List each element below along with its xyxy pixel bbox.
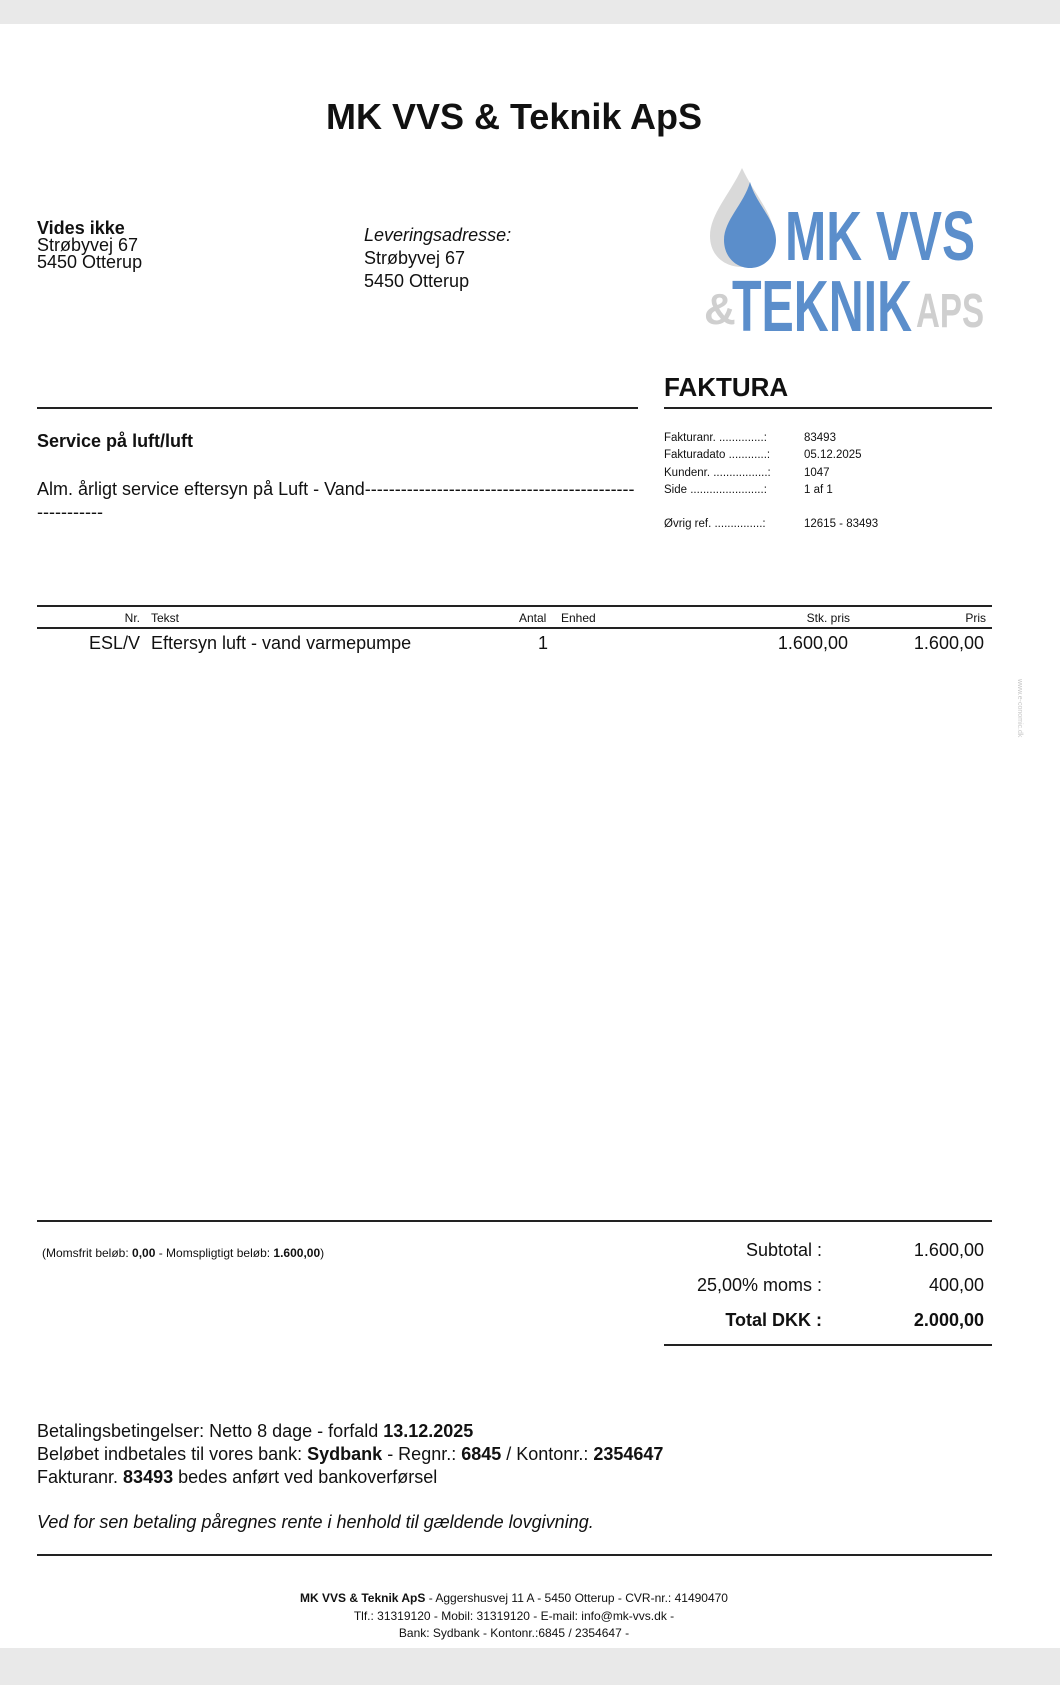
logo-line2: TEKNIK [732, 267, 912, 339]
row-qty: 1 [538, 633, 549, 653]
col-header-unit: Enhed [561, 611, 596, 625]
meta-label: Side .......................: [664, 483, 767, 496]
payment-terms [37, 1420, 663, 1489]
total-value: 2.000,00 [913, 1310, 984, 1330]
late-payment-notice: Ved for sen betaling påregnes rente i henhold til gældende lovgivning. [37, 1512, 594, 1532]
vat-value: 400,00 [928, 1275, 984, 1295]
terms-line-3: Fakturanr. 83493 bedes anført ved bankoverførsel [37, 1467, 438, 1487]
meta-page [664, 482, 878, 499]
col-header-text: Tekst [151, 611, 180, 625]
meta-label: Øvrig ref. ...............: [664, 518, 766, 531]
meta-invoice-no [664, 430, 878, 447]
total-label: Total DKK : [725, 1310, 822, 1330]
header-rule-left [37, 407, 638, 409]
customer-address [37, 220, 142, 271]
row-unit-price: 1.600,00 [777, 633, 848, 653]
header-rule-right [664, 407, 992, 409]
vat-note: (Momsfrit beløb: 0,00 - Momspligtigt beløb: 1.600,00) [42, 1246, 325, 1260]
footer-line-2: Tlf.: 31319120 - Mobil: 31319120 - E-mail: info@mk-vvs.dk - [353, 1608, 675, 1623]
invoice-subject: Service på luft/luft [37, 431, 194, 451]
row-text: Eftersyn luft - vand varmepumpe [151, 633, 412, 653]
footer-line-1: MK VVS & Teknik ApS - Aggershusvej 11 A - 5450 Otterup - CVR-nr.: 41490470 [300, 1591, 728, 1605]
meta-label: Fakturadato ............: [664, 449, 771, 462]
meta-label: Fakturanr. ..............: [664, 432, 767, 444]
document-type: FAKTURA [664, 372, 789, 402]
totals-top-rule [37, 1220, 992, 1222]
meta-other-ref [664, 516, 878, 533]
meta-value: 12615 - 83493 [804, 518, 879, 531]
table-header-rule [37, 627, 992, 629]
company-logo [700, 164, 990, 339]
subtotal-label: Subtotal : [745, 1240, 822, 1260]
footer [0, 1590, 1028, 1643]
footer-rule [37, 1554, 992, 1556]
meta-invoice-date [664, 447, 878, 464]
logo-aps: APS [916, 285, 984, 338]
col-header-nr: Nr. [124, 611, 140, 625]
meta-customer-no [664, 465, 878, 482]
meta-value: 1047 [804, 466, 830, 479]
terms-line-2: Beløbet indbetales til vores bank: Sydbank - Regnr.: 6845 / Kontonr.: 2354647 [37, 1444, 664, 1464]
meta-value: 05.12.2025 [804, 449, 862, 462]
terms-line-1: Betalingsbetingelser: Netto 8 dage - forfald 13.12.2025 [37, 1421, 474, 1441]
customer-name: Vides ikke [37, 218, 125, 238]
row-nr: ESL/V [88, 633, 140, 653]
subtotal-value: 1.600,00 [913, 1240, 984, 1260]
customer-street: Strøbyvej 67 [37, 235, 139, 255]
side-watermark: www.e-conomic.dk [1016, 679, 1023, 738]
meta-label: Kundenr. .................: [664, 466, 771, 479]
delivery-street: Strøbyvej 67 [364, 248, 466, 268]
invoice-meta [664, 430, 878, 533]
invoice-page [0, 24, 1060, 1648]
logo-line1: MK VVS [785, 197, 975, 275]
delivery-label: Leveringsadresse: [364, 225, 512, 245]
meta-value: 1 af 1 [804, 483, 833, 496]
customer-city: 5450 Otterup [37, 252, 143, 272]
footer-line-3: Bank: Sydbank - Kontonr.:6845 / 2354647 - [398, 1626, 630, 1640]
col-header-price: Pris [965, 611, 986, 625]
delivery-city: 5450 Otterup [364, 271, 470, 291]
invoice-description: Alm. årligt service eftersyn på Luft - Vand-------------------------------------------------------- [37, 479, 635, 522]
row-price: 1.600,00 [913, 633, 984, 653]
col-header-unit-price: Stk. pris [806, 611, 850, 625]
logo-ampersand: & [704, 285, 736, 334]
company-title: MK VVS & Teknik ApS [325, 96, 703, 137]
vat-label: 25,00% moms : [696, 1275, 822, 1295]
delivery-address [364, 224, 511, 293]
col-header-qty: Antal [519, 611, 547, 625]
meta-value: 83493 [804, 432, 836, 444]
totals-bottom-rule [664, 1344, 992, 1346]
table-top-rule [37, 605, 992, 607]
